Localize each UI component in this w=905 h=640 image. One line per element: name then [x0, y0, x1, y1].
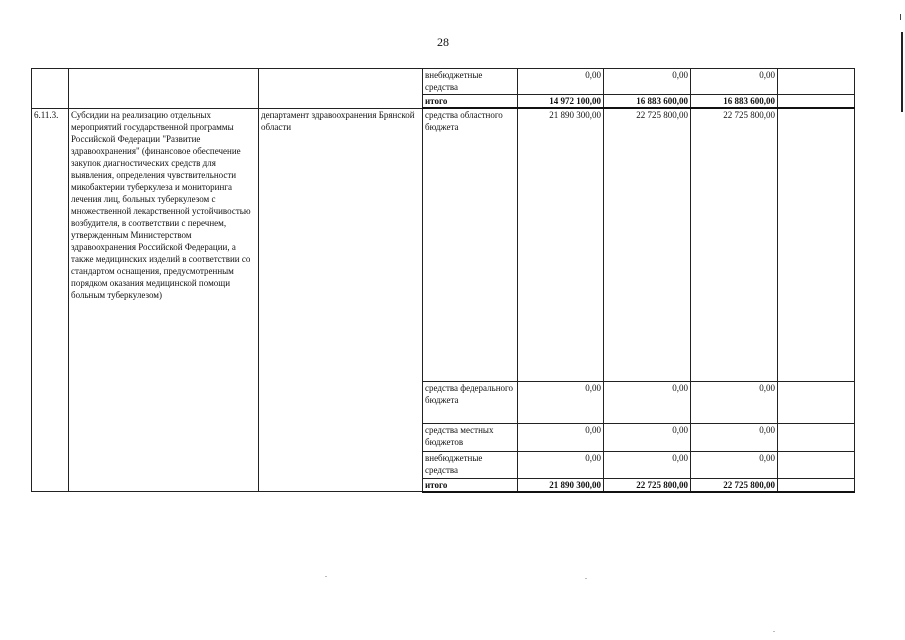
value-cell: 0,00 — [518, 451, 604, 478]
value-cell: 0,00 — [691, 423, 778, 451]
table-row — [32, 108, 855, 381]
empty-cell — [778, 95, 855, 109]
funding-source-cell: итого — [423, 478, 518, 492]
item-code-cell: 6.11.3. — [32, 108, 69, 492]
value-cell: 0,00 — [691, 451, 778, 478]
scan-edge-mark — [901, 32, 903, 112]
executor-cell-empty — [259, 69, 423, 109]
scan-speck — [773, 631, 775, 632]
scan-speck — [585, 578, 587, 579]
value-cell: 0,00 — [691, 69, 778, 95]
total-value-cell: 16 883 600,00 — [691, 95, 778, 109]
value-cell: 0,00 — [604, 451, 691, 478]
value-cell: 22 725 800,00 — [604, 108, 691, 381]
total-value-cell: 21 890 300,00 — [518, 478, 604, 492]
scan-speck — [325, 576, 327, 577]
value-cell: 0,00 — [518, 69, 604, 95]
funding-source-cell: внебюджетные средства — [423, 69, 518, 95]
funding-source-cell: средства федерального бюджета — [423, 381, 518, 423]
empty-cell — [778, 451, 855, 478]
empty-cell — [778, 478, 855, 492]
value-cell: 0,00 — [604, 381, 691, 423]
value-cell: 0,00 — [604, 69, 691, 95]
page-number: 28 — [437, 35, 449, 49]
empty-cell — [778, 381, 855, 423]
empty-cell — [778, 69, 855, 95]
empty-cell — [778, 108, 855, 381]
value-cell: 0,00 — [518, 381, 604, 423]
description-cell-empty — [69, 69, 259, 109]
value-cell: 22 725 800,00 — [691, 108, 778, 381]
value-cell: 21 890 300,00 — [518, 108, 604, 381]
code-cell-empty — [32, 69, 69, 109]
empty-cell — [778, 423, 855, 451]
value-cell: 0,00 — [691, 381, 778, 423]
table-row — [32, 69, 855, 95]
total-value-cell: 14 972 100,00 — [518, 95, 604, 109]
item-description-cell: Субсидии на реализацию отдельных мероприятий государственной программы Российской Федерации "Развитие здравоохранения" (финансовое обеспечение закупок диагностических средств для выявления, определения чувствительности микобактерии туберкулеза и мониторинга лечения лиц, больных туберкулезом с множественной лекарственной устойчивостью возбудителя, в соответствии с перечнем, утвержденным Министерством здравоохранения Российской Федерации, а также медицинских изделий в соответствии со стандартом оснащения, предусмотренным порядком оказания медицинской помощи больным туберкулезом) — [69, 108, 259, 492]
funding-source-cell: средства местных бюджетов — [423, 423, 518, 451]
scan-edge-tick — [900, 14, 901, 20]
total-value-cell: 16 883 600,00 — [604, 95, 691, 109]
funding-source-cell: итого — [423, 95, 518, 109]
item-executor-cell: департамент здравоохранения Брянской области — [259, 108, 423, 492]
value-cell: 0,00 — [604, 423, 691, 451]
funding-source-cell: внебюджетные средства — [423, 451, 518, 478]
funding-source-cell: средства областного бюджета — [423, 108, 518, 381]
total-value-cell: 22 725 800,00 — [691, 478, 778, 492]
budget-table — [31, 68, 855, 493]
value-cell: 0,00 — [518, 423, 604, 451]
total-value-cell: 22 725 800,00 — [604, 478, 691, 492]
